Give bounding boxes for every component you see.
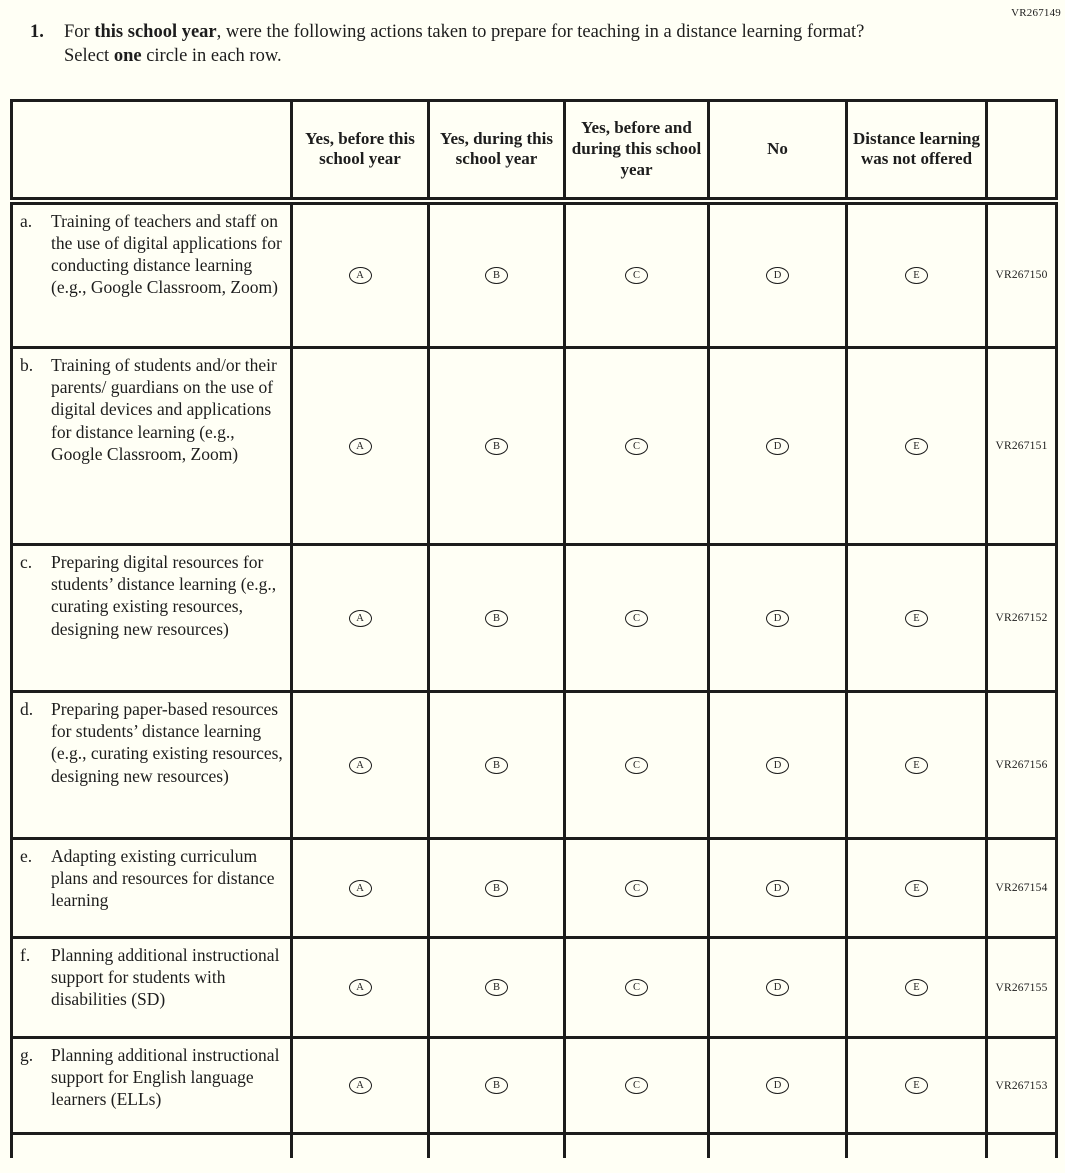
bubble-row-f-option-e[interactable]: E xyxy=(905,979,928,996)
option-cell xyxy=(709,839,847,938)
row-letter: g. xyxy=(20,1045,34,1065)
bubble-row-b-option-b[interactable]: B xyxy=(485,438,508,455)
bubble-row-c-option-c[interactable]: C xyxy=(625,610,648,627)
code-column-header xyxy=(987,101,1057,201)
bubble-row-b-option-c[interactable]: C xyxy=(625,438,648,455)
option-cell xyxy=(292,1038,429,1134)
bubble-row-g-option-e[interactable]: E xyxy=(905,1077,928,1094)
row-label-f xyxy=(12,938,292,1038)
bubble-row-g-option-d[interactable]: D xyxy=(766,1077,789,1094)
option-cell xyxy=(847,545,987,692)
bubble-row-b-option-e[interactable]: E xyxy=(905,438,928,455)
question-text xyxy=(64,20,899,68)
bubble-row-d-option-d[interactable]: D xyxy=(766,757,789,774)
bubble-row-e-option-b[interactable]: B xyxy=(485,880,508,897)
row-text: Adapting existing curriculum plans and resources for distance learning xyxy=(51,846,275,911)
row-code-c: VR267152 xyxy=(987,545,1057,692)
option-cell xyxy=(429,348,565,545)
bubble-row-f-option-c[interactable]: C xyxy=(625,979,648,996)
option-cell xyxy=(709,348,847,545)
row-text: Planning additional instructional support for English language learners (ELLs) xyxy=(51,1045,280,1110)
option-cell xyxy=(565,545,709,692)
row-code-b: VR267151 xyxy=(987,348,1057,545)
row-letter: d. xyxy=(20,699,34,719)
column-header-yes-before: Yes, before this school year xyxy=(292,101,429,201)
option-cell xyxy=(292,201,429,348)
header-row xyxy=(12,101,1057,201)
row-label-e xyxy=(12,839,292,938)
option-cell xyxy=(429,201,565,348)
row-label-a xyxy=(12,201,292,348)
option-cell xyxy=(429,1038,565,1134)
option-cell xyxy=(292,692,429,839)
bubble-row-e-option-c[interactable]: C xyxy=(625,880,648,897)
row-text: Planning additional instructional support for students with disabilities (SD) xyxy=(51,945,280,1010)
option-cell xyxy=(429,938,565,1038)
option-cell xyxy=(292,545,429,692)
option-cell xyxy=(847,839,987,938)
option-cell xyxy=(429,839,565,938)
bubble-row-f-option-b[interactable]: B xyxy=(485,979,508,996)
bubble-row-g-option-a[interactable]: A xyxy=(349,1077,372,1094)
option-cell xyxy=(429,692,565,839)
option-cell xyxy=(565,692,709,839)
page-code: VR267149 xyxy=(1011,7,1061,19)
table-row-e xyxy=(12,839,1057,938)
row-letter: e. xyxy=(20,846,33,866)
bubble-row-d-option-e[interactable]: E xyxy=(905,757,928,774)
question-text-part: For xyxy=(64,22,95,42)
bubble-row-a-option-e[interactable]: E xyxy=(905,267,928,284)
row-label-d xyxy=(12,692,292,839)
row-text: Training of students and/or their parents/ guardians on the use of digital devices and applications for distance learning (e.g., Google Classroom, Zoom) xyxy=(51,355,277,464)
bubble-row-d-option-c[interactable]: C xyxy=(625,757,648,774)
table-row-c xyxy=(12,545,1057,692)
bubble-row-d-option-a[interactable]: A xyxy=(349,757,372,774)
table-row-b xyxy=(12,348,1057,545)
option-cell xyxy=(847,938,987,1038)
row-letter: b. xyxy=(20,355,34,375)
bubble-row-e-option-e[interactable]: E xyxy=(905,880,928,897)
question-text-bold: one xyxy=(113,46,142,67)
question-text-bold: this school year xyxy=(94,22,217,42)
response-table xyxy=(10,99,1058,1158)
question-text-part: , were the following actions taken to prepare for teaching in a distance learning format? Select xyxy=(64,22,865,67)
option-cell xyxy=(429,545,565,692)
row-text: Preparing digital resources for students’ distance learning (e.g., curating existing resources, designing new resources) xyxy=(51,552,277,639)
corner-cell xyxy=(12,101,292,201)
bubble-row-b-option-a[interactable]: A xyxy=(349,438,372,455)
question-1 xyxy=(30,20,940,68)
option-cell xyxy=(292,839,429,938)
bubble-row-g-option-c[interactable]: C xyxy=(625,1077,648,1094)
question-text-part: circle in each row. xyxy=(141,46,282,67)
row-code-a: VR267150 xyxy=(987,201,1057,348)
question-number: 1. xyxy=(30,22,44,42)
row-label-g xyxy=(12,1038,292,1134)
option-cell xyxy=(292,348,429,545)
row-text: Training of teachers and staff on the use of digital applications for conducting distance learning (e.g., Google Classroom, Zoom) xyxy=(51,210,282,298)
bubble-row-c-option-e[interactable]: E xyxy=(905,610,928,627)
option-cell xyxy=(565,938,709,1038)
option-cell xyxy=(847,1038,987,1134)
bubble-row-c-option-b[interactable]: B xyxy=(485,610,508,627)
bubble-row-e-option-a[interactable]: A xyxy=(349,880,372,897)
row-label-c xyxy=(12,545,292,692)
bubble-row-a-option-d[interactable]: D xyxy=(766,267,789,284)
option-cell xyxy=(709,938,847,1038)
table-row-d xyxy=(12,692,1057,839)
bubble-row-f-option-d[interactable]: D xyxy=(766,979,789,996)
row-letter: f. xyxy=(20,945,31,965)
option-cell xyxy=(565,1038,709,1134)
option-cell xyxy=(709,545,847,692)
column-header-no: No xyxy=(709,101,847,201)
option-cell xyxy=(847,201,987,348)
table-row-f xyxy=(12,938,1057,1038)
option-cell xyxy=(565,839,709,938)
row-code-g: VR267153 xyxy=(987,1038,1057,1134)
bubble-row-c-option-d[interactable]: D xyxy=(766,610,789,627)
bubble-row-e-option-d[interactable]: D xyxy=(766,880,789,897)
bubble-row-g-option-b[interactable]: B xyxy=(485,1077,508,1094)
option-cell xyxy=(709,1038,847,1134)
row-code-f: VR267155 xyxy=(987,938,1057,1038)
row-letter: a. xyxy=(20,210,33,231)
option-cell xyxy=(565,201,709,348)
bubble-row-a-option-c[interactable]: C xyxy=(625,267,648,284)
column-header-not-offered: Distance learning was not offered xyxy=(847,101,987,201)
option-cell xyxy=(709,692,847,839)
table-row-g xyxy=(12,1038,1057,1134)
column-header-yes-before-and-during: Yes, before and during this school year xyxy=(565,101,709,201)
option-cell xyxy=(292,938,429,1038)
option-cell xyxy=(847,692,987,839)
row-label-b xyxy=(12,348,292,545)
bubble-row-a-option-b[interactable]: B xyxy=(485,267,508,284)
bubble-row-d-option-b[interactable]: B xyxy=(485,757,508,774)
row-letter: c. xyxy=(20,552,33,572)
table-row-a xyxy=(12,201,1057,348)
column-header-yes-during: Yes, during this school year xyxy=(429,101,565,201)
option-cell xyxy=(565,348,709,545)
row-code-e: VR267154 xyxy=(987,839,1057,938)
bubble-row-c-option-a[interactable]: A xyxy=(349,610,372,627)
row-text: Preparing paper-based resources for students’ distance learning (e.g., curating existing resources, designing new resources) xyxy=(51,699,283,786)
bubble-row-a-option-a[interactable]: A xyxy=(349,267,372,284)
bubble-row-b-option-d[interactable]: D xyxy=(766,438,789,455)
table-row-cutoff xyxy=(12,1134,1057,1158)
bubble-row-f-option-a[interactable]: A xyxy=(349,979,372,996)
option-cell xyxy=(847,348,987,545)
option-cell xyxy=(709,201,847,348)
row-code-d: VR267156 xyxy=(987,692,1057,839)
